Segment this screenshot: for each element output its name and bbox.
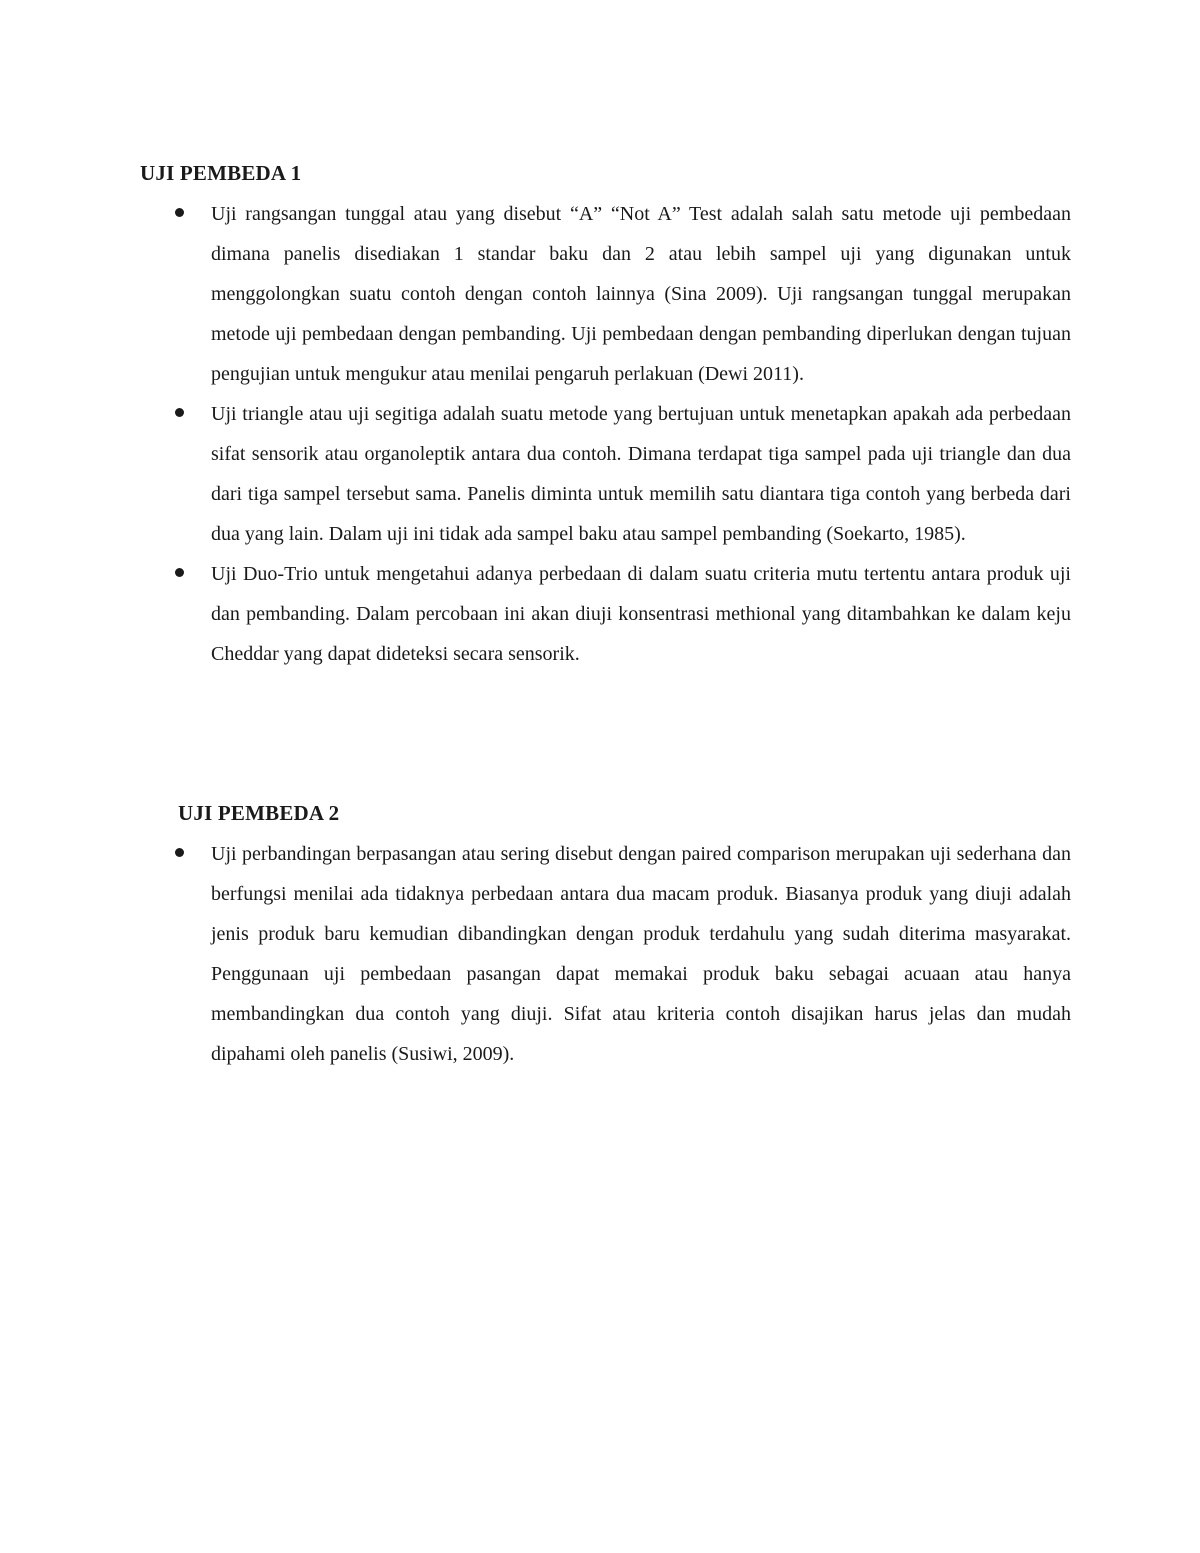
bullet-icon [175, 208, 184, 217]
bullet-icon [175, 408, 184, 417]
bullet-icon [175, 848, 184, 857]
list-item [0, 194, 1071, 394]
bullet-list [0, 194, 1071, 674]
paragraph-text: Uji rangsangan tunggal atau yang disebut “A” “Not A” Test adalah salah satu metode uji pembedaan dimana panelis disediakan 1 standar baku dan 2 atau lebih sampel uji yang digunakan untuk menggolongkan suatu contoh dengan contoh lainnya (Sina 2009). Uji rangsangan tunggal merupakan metode uji pembedaan dengan pembanding. Uji pembedaan dengan pembanding diperlukan dengan tujuan pengujian untuk mengukur atau menilai pengaruh perlakuan (Dewi 2011). [211, 203, 1071, 385]
paragraph-text: Uji Duo-Trio untuk mengetahui adanya perbedaan di dalam suatu criteria mutu tertentu antara produk uji dan pembanding. Dalam percobaan ini akan diuji konsentrasi methional yang ditambahkan ke dalam keju Cheddar yang dapat dideteksi secara sensorik. [211, 563, 1071, 665]
list-item [0, 394, 1071, 554]
bullet-list [0, 834, 1071, 1074]
paragraph-text: Uji triangle atau uji segitiga adalah suatu metode yang bertujuan untuk menetapkan apakah ada perbedaan sifat sensorik atau organoleptik antara dua contoh. Dimana terdapat tiga sampel pada uji triangle dan dua dari tiga sampel tersebut sama. Panelis diminta untuk memilih satu diantara tiga contoh yang berbeda dari dua yang lain. Dalam uji ini tidak ada sampel baku atau sampel pembanding (Soekarto, 1985). [211, 403, 1071, 545]
list-item [0, 554, 1071, 674]
section-heading: UJI PEMBEDA 2 [178, 801, 340, 825]
bullet-icon [175, 568, 184, 577]
list-item [0, 834, 1071, 1074]
paragraph-text: Uji perbandingan berpasangan atau sering disebut dengan paired comparison merupakan uji sederhana dan berfungsi menilai ada tidaknya perbedaan antara dua macam produk. Biasanya produk yang diuji adalah jenis produk baru kemudian dibandingkan dengan produk terdahulu yang sudah diterima masyarakat. Penggunaan uji pembedaan pasangan dapat memakai produk baku sebagai acuaan atau hanya membandingkan dua contoh yang diuji. Sifat atau kriteria contoh disajikan harus jelas dan mudah dipahami oleh panelis (Susiwi, 2009). [211, 843, 1071, 1065]
section-heading: UJI PEMBEDA 1 [140, 161, 302, 185]
